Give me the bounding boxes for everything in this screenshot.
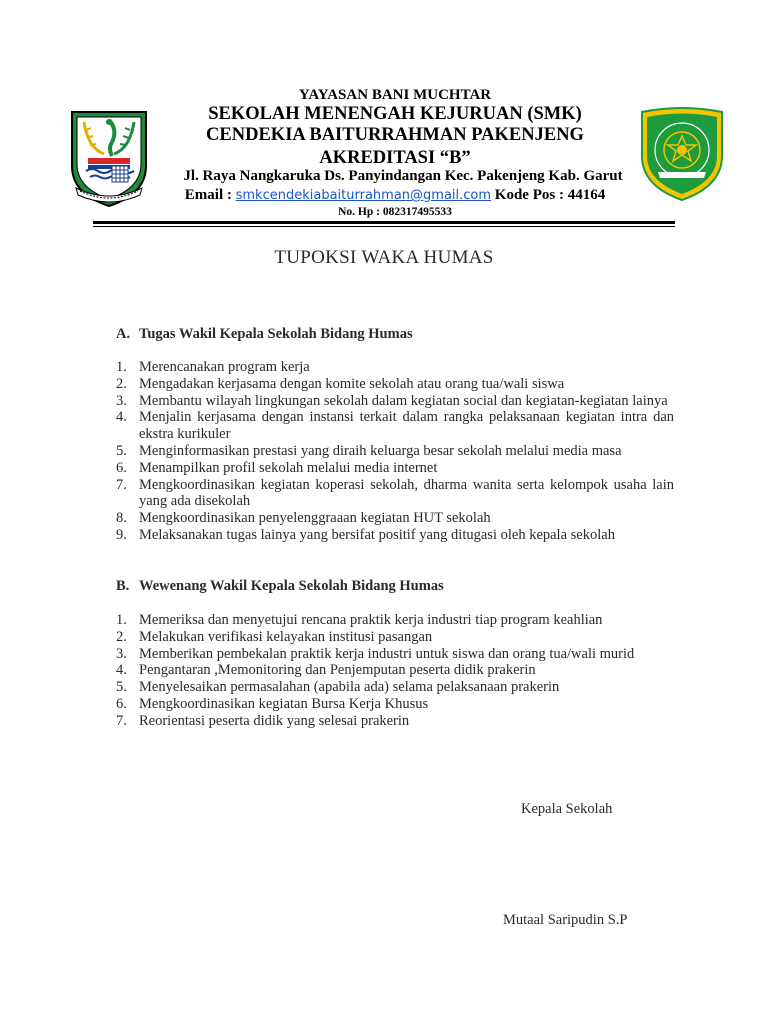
list-item-number: 7. [116, 712, 127, 729]
list-item-number: 3. [116, 392, 127, 409]
list-item-text: Pengantaran ,Memonitoring dan Penjemputan peserta didik prakerin [139, 662, 536, 679]
list-item-number: 6. [116, 459, 127, 476]
list-item-number: 1. [116, 359, 127, 375]
list-item-number: 7. [116, 476, 127, 493]
list-item-text: Mengkoordinasikan kegiatan koperasi sekolah, dharma wanita serta kelompok usaha lain yang ada disekolah [139, 476, 674, 510]
list-item-text: Mengkoordinasikan kegiatan Bursa Kerja Khusus [139, 695, 429, 712]
list-item [116, 376, 674, 393]
section-letter: A. [116, 326, 131, 342]
contact-email-line [150, 187, 640, 204]
school-name-line-1: SEKOLAH MENENGAH KEJURUAN (SMK) [208, 104, 582, 124]
letterhead-divider-thin [93, 226, 675, 227]
section-a-heading [116, 326, 676, 343]
school-address: Jl. Raya Nangkaruka Ds. Panyindangan Kec. Pakenjeng Kab. Garut [183, 168, 623, 184]
list-item [116, 527, 674, 544]
letterhead-divider-thick [93, 221, 675, 224]
list-item [116, 460, 674, 477]
list-item [116, 510, 674, 527]
list-item-number: 4. [116, 409, 127, 426]
west-java-emblem-logo [68, 108, 150, 208]
list-item-text: Memeriksa dan menyetujui rencana praktik kerja industri tiap program keahlian [139, 612, 603, 628]
list-item-number: 9. [116, 526, 127, 543]
list-item-number: 6. [116, 695, 127, 712]
list-item-text: Merencanakan program kerja [139, 359, 310, 375]
section-letter: B. [116, 578, 130, 594]
foundation-name: YAYASAN BANI MUCHTAR [298, 87, 492, 103]
list-item-text: Reorientasi peserta didik yang selesai prakerin [139, 712, 410, 729]
list-item-number: 4. [116, 662, 127, 679]
school-name-line-2: CENDEKIA BAITURRAHMAN PAKENJENG [206, 125, 584, 145]
list-item [116, 359, 674, 376]
list-item [116, 629, 674, 646]
list-item-text: Membantu wilayah lingkungan sekolah dalam kegiatan social dan kegiatan-kegiatan lainya [139, 392, 668, 409]
list-item-text: Melaksanakan tugas lainya yang bersifat positif yang ditugasi oleh kepala sekolah [139, 526, 615, 543]
list-item [116, 679, 674, 696]
yayasan-bani-muchtar-logo [638, 106, 726, 202]
list-item-text: Mengkoordinasikan penyelenggraaan kegiatan HUT sekolah [139, 510, 491, 527]
list-item-number: 5. [116, 679, 127, 696]
list-item [116, 612, 674, 629]
list-item-text: Mengadakan kerjasama dengan komite sekolah atau orang tua/wali siswa [139, 375, 565, 392]
list-item-number: 5. [116, 442, 127, 459]
section-title: Tugas Wakil Kepala Sekolah Bidang Humas [139, 326, 413, 342]
signature-title: Kepala Sekolah [521, 801, 613, 817]
list-item-number: 2. [116, 628, 127, 645]
list-item-text: Melakukan verifikasi kelayakan institusi pasangan [139, 628, 433, 645]
list-item [116, 662, 674, 679]
email-link[interactable]: smkcendekiabaiturrahman@gmail.com [235, 188, 492, 203]
list-item-number: 3. [116, 645, 127, 662]
list-item-text: Menginformasikan prestasi yang diraih keluarga besar sekolah melalui media masa [139, 442, 622, 459]
list-item-text: Menampilkan profil sekolah melalui media internet [139, 459, 438, 476]
list-item-number: 1. [116, 612, 127, 628]
list-item-text: Menjalin kerjasama dengan instansi terkait dalam rangka pelaksanaan kegiatan intra dan ekstra kurikuler [139, 409, 674, 443]
list-item-text: Menyelesaikan permasalahan (apabila ada) selama pelaksanaan prakerin [139, 679, 560, 696]
list-item [116, 409, 674, 443]
phone-number: No. Hp : 082317495533 [338, 206, 452, 218]
list-item [116, 713, 674, 730]
list-item-number: 8. [116, 510, 127, 527]
email-label: Email : [184, 187, 236, 203]
list-item [116, 477, 674, 511]
section-b-list [116, 612, 674, 730]
list-item [116, 696, 674, 713]
list-item-text: Memberikan pembekalan praktik kerja industri untuk siswa dan orang tua/wali murid [139, 645, 635, 662]
list-item [116, 393, 674, 410]
section-title: Wewenang Wakil Kepala Sekolah Bidang Humas [139, 578, 444, 594]
list-item-number: 2. [116, 375, 127, 392]
accreditation: AKREDITASI “B” [319, 148, 471, 168]
postal-code: Kode Pos : 44164 [491, 187, 606, 203]
section-b-heading [116, 578, 676, 595]
list-item [116, 646, 674, 663]
signature-name: Mutaal Saripudin S.P [503, 912, 628, 928]
section-a-list [116, 359, 674, 544]
document-title: TUPOKSI WAKA HUMAS [274, 247, 494, 268]
list-item [116, 443, 674, 460]
